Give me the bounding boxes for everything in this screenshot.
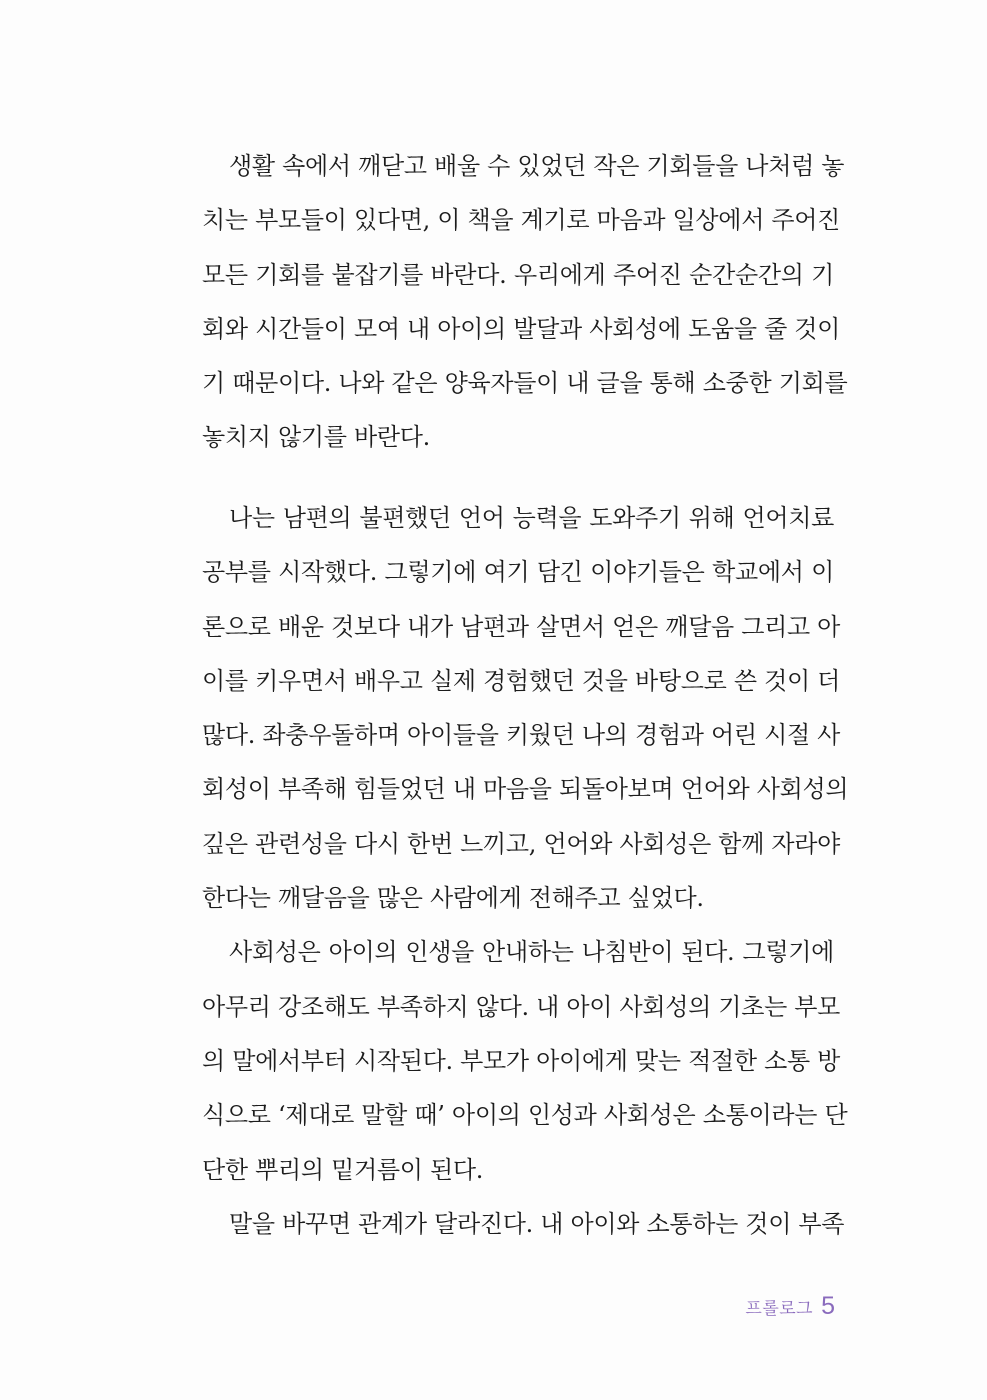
text-line: 의 말에서부터 시작된다. 부모가 아이에게 맞는 적절한 소통 방 — [202, 1046, 841, 1075]
text-line: 사회성은 아이의 인생을 안내하는 나침반이 된다. 그렇기에 — [229, 938, 834, 967]
text-line: 회와 시간들이 모여 내 아이의 발달과 사회성에 도움을 줄 것이 — [202, 314, 841, 343]
page-footer — [745, 1292, 835, 1321]
text-line: 공부를 시작했다. 그렇기에 여기 담긴 이야기들은 학교에서 이 — [202, 558, 834, 587]
text-line: 아무리 강조해도 부족하지 않다. 내 아이 사회성의 기초는 부모 — [202, 992, 841, 1021]
paragraph-3 — [202, 925, 848, 1196]
text-line: 회성이 부족해 힘들었던 내 마음을 되돌아보며 언어와 사회성의 — [202, 775, 849, 804]
text-line: 치는 부모들이 있다면, 이 책을 계기로 마음과 일상에서 주어진 — [202, 206, 841, 235]
paragraph-1 — [202, 139, 848, 465]
text-line: 기 때문이다. 나와 같은 양육자들이 내 글을 통해 소중한 기회를 — [202, 369, 848, 398]
text-line: 놓치지 않기를 바란다. — [202, 423, 430, 452]
paragraph-2-group — [202, 491, 849, 1251]
text-line: 단한 뿌리의 밑거름이 된다. — [202, 1155, 484, 1184]
text-line: 나는 남편의 불편했던 언어 능력을 도와주기 위해 언어치료 — [229, 504, 834, 532]
page-number: 5 — [821, 1292, 835, 1320]
text-line: 말을 바꾸면 관계가 달라진다. 내 아이와 소통하는 것이 부족 — [229, 1209, 845, 1238]
text-line: 이를 키우면서 배우고 실제 경험했던 것을 바탕으로 쓴 것이 더 — [202, 666, 841, 695]
paragraph-4 — [202, 1197, 845, 1251]
section-label: 프롤로그 — [745, 1299, 814, 1319]
text-line: 한다는 깨달음을 많은 사람에게 전해주고 싶었다. — [202, 884, 704, 913]
text-line: 많다. 좌충우돌하며 아이들을 키웠던 나의 경험과 어린 시절 사 — [202, 721, 841, 750]
text-line: 생활 속에서 깨닫고 배울 수 있었던 작은 기회들을 나처럼 놓 — [229, 152, 845, 180]
text-line: 모든 기회를 붙잡기를 바란다. 우리에게 주어진 순간순간의 기 — [202, 260, 834, 289]
text-line: 론으로 배운 것보다 내가 남편과 살면서 얻은 깨달음 그리고 아 — [202, 612, 841, 641]
text-line: 식으로 ‘제대로 말할 때’ 아이의 인성과 사회성은 소통이라는 단 — [202, 1101, 848, 1130]
text-line: 깊은 관련성을 다시 한번 느끼고, 언어와 사회성은 함께 자라야 — [202, 829, 841, 858]
paragraph-2 — [202, 491, 849, 925]
